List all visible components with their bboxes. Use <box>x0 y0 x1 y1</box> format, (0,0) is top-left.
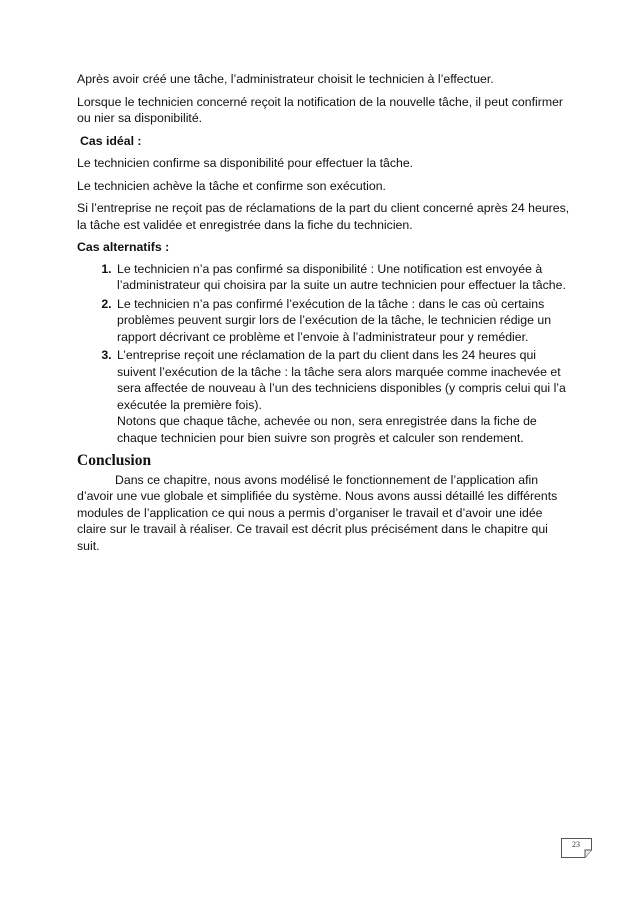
list-item-text: Le technicien n’a pas confirmé l’exécution de la tâche : dans le cas où certains problèmes peuvent surgir lors de l’exécution de la tâche, le technicien rédige un rapport décrivant ce problème et l’envoie à l’administrateur pour y remédier. <box>117 296 552 344</box>
intro-paragraph-1: Après avoir créé une tâche, l’administrateur choisit le technicien à l’effectuer. <box>77 72 494 86</box>
list-item <box>115 347 573 446</box>
cas-alternatifs-list <box>77 261 573 447</box>
list-item-text: Le technicien n’a pas confirmé sa disponibilité : Une notification est envoyée à l’administrateur qui choisira par la suite un autre technicien pour effectuer la tâche. <box>117 261 566 292</box>
page-number: 23 <box>572 840 580 849</box>
cas-ideal-heading: Cas idéal : <box>80 133 142 148</box>
list-item <box>115 261 573 294</box>
list-item <box>115 296 573 346</box>
conclusion-paragraph: Dans ce chapitre, nous avons modélisé le fonctionnement de l’application afin d’avoir une vue globale et simplifiée du système. Nous avons aussi détaillé les différents modules de l’application ce qui nous a permis d’organiser le travail et d’avoir une idée claire sur le travail à réaliser. Ce travail est décrit plus précisément dans le chapitre qui suit. <box>77 472 558 553</box>
cas-ideal-paragraph-1: Le technicien confirme sa disponibilité pour effectuer la tâche. <box>77 156 414 170</box>
cas-ideal-paragraph-3: Si l’entreprise ne reçoit pas de réclamations de la part du client concerné après 24 heures, la tâche est validée et enregistrée dans la fiche du technicien. <box>77 201 570 232</box>
conclusion-heading: Conclusion <box>77 452 152 469</box>
list-note: Notons que chaque tâche, achevée ou non, sera enregistrée dans la fiche de chaque technicien pour bien suivre son progrès et calculer son rendement. <box>117 414 537 445</box>
page-body <box>77 71 573 554</box>
cas-ideal-paragraph-2: Le technicien achève la tâche et confirme son exécution. <box>77 178 386 193</box>
list-item-text: L’entreprise reçoit une réclamation de la part du client dans les 24 heures qui suivent l’exécution de la tâche : la tâche sera alors marquée comme inachevée et sera affectée de nouveau à l’un des techniciens disponibles (y compris celui qui l’a exécutée la première fois). <box>117 348 566 412</box>
intro-paragraph-2: Lorsque le technicien concerné reçoit la notification de la nouvelle tâche, il peut confirmer ou nier sa disponibilité. <box>77 94 564 125</box>
page-number-badge <box>561 838 594 858</box>
cas-alternatifs-heading: Cas alternatifs : <box>77 240 170 254</box>
